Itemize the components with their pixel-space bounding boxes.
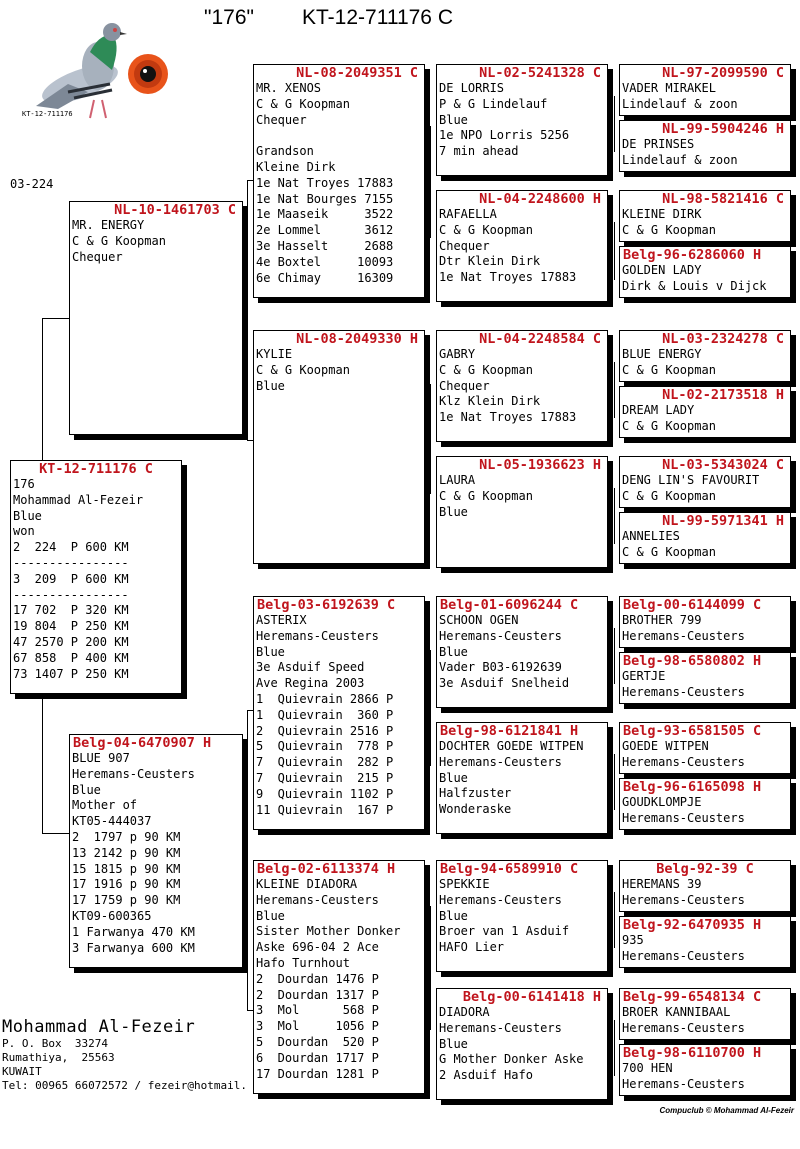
gggp-line: Lindelauf & zoon bbox=[622, 152, 738, 167]
subject-line: won bbox=[13, 524, 35, 539]
gggp-line: ANNELIES bbox=[622, 529, 680, 543]
dam-line: 15 1815 p 90 KM bbox=[72, 861, 181, 876]
gp-line: Grandson bbox=[256, 144, 314, 159]
dam-line: 13 2142 p 90 KM bbox=[72, 845, 181, 860]
side-code: 03-224 bbox=[10, 177, 54, 191]
subject-line: 67 858 P 400 KM bbox=[13, 650, 129, 665]
gp-line: 7 Quievrain 215 P bbox=[256, 770, 394, 785]
ggp-card[interactable] bbox=[436, 988, 608, 1100]
ggp-line: Blue bbox=[439, 112, 468, 127]
gp-line: 1 Quievrain 360 P bbox=[256, 707, 394, 722]
owner-address-line: KUWAIT bbox=[2, 1065, 42, 1078]
gggp-line: Heremans-Ceusters bbox=[622, 1020, 745, 1035]
gp-line: 3e Asduif Speed bbox=[256, 660, 365, 675]
ggp-ring: NL-05-1936623 H bbox=[479, 457, 601, 473]
gggp-line: GOEDE WITPEN bbox=[622, 739, 709, 753]
gggp-card[interactable] bbox=[619, 1044, 791, 1096]
pedigree-name: "176" bbox=[204, 6, 254, 29]
ggp-card[interactable] bbox=[436, 596, 608, 708]
ggp-line: RAFAELLA bbox=[439, 207, 497, 221]
gp-line: 3 Mol 568 P bbox=[256, 1003, 379, 1018]
gggp-line: BLUE ENERGY bbox=[622, 347, 702, 361]
gggp-line: Dirk & Louis v Dijck bbox=[622, 278, 767, 293]
ggp-line: Halfzuster bbox=[439, 786, 512, 801]
dam-line: 17 1759 p 90 KM bbox=[72, 893, 181, 908]
ggp-ring: Belg-01-6096244 C bbox=[440, 597, 579, 613]
ggp-line: Heremans-Ceusters bbox=[439, 892, 562, 907]
ggp-line: Blue bbox=[439, 1036, 468, 1051]
ggp-line: Dtr Klein Dirk bbox=[439, 254, 541, 269]
gggp-card[interactable] bbox=[619, 246, 791, 298]
sire-line: C & G Koopman bbox=[72, 233, 166, 248]
ggp-line: Blue bbox=[439, 504, 468, 519]
dam-line: Heremans-Ceusters bbox=[72, 766, 195, 781]
gggp-line: DE PRINSES bbox=[622, 137, 695, 151]
gggp-line: Heremans-Ceusters bbox=[622, 1076, 745, 1091]
gggp-card[interactable] bbox=[619, 778, 791, 830]
gggp-card[interactable] bbox=[619, 988, 791, 1040]
gp-line: C & G Koopman bbox=[256, 96, 350, 111]
ggp-line: Broer van 1 Asduif bbox=[439, 924, 570, 939]
gggp-line: Heremans-Ceusters bbox=[622, 684, 745, 699]
ggp-line: Blue bbox=[439, 644, 468, 659]
ggp-line: 7 min ahead bbox=[439, 144, 519, 159]
gggp-ring: Belg-93-6581505 C bbox=[623, 723, 762, 739]
grandsire-paternal-card[interactable] bbox=[253, 64, 425, 298]
gp-line: 2 Dourdan 1317 P bbox=[256, 987, 379, 1002]
ggp-line: HAFO Lier bbox=[439, 940, 505, 955]
gp-line: KYLIE bbox=[256, 347, 293, 361]
ggp-line: Blue bbox=[439, 770, 468, 785]
gggp-card[interactable] bbox=[619, 456, 791, 508]
gggp-line: C & G Koopman bbox=[622, 362, 716, 377]
dam-line: BLUE 907 bbox=[72, 751, 130, 765]
gggp-line: Heremans-Ceusters bbox=[622, 754, 745, 769]
ggp-ring: Belg-00-6141418 H bbox=[462, 989, 601, 1005]
gp-line: Chequer bbox=[256, 112, 307, 127]
subject-line: 73 1407 P 250 KM bbox=[13, 666, 129, 681]
granddam-maternal-card[interactable] bbox=[253, 860, 425, 1094]
subject-line: ---------------- bbox=[13, 555, 129, 570]
gggp-line: Heremans-Ceusters bbox=[622, 810, 745, 825]
photo-caption: KT-12-711176 bbox=[22, 110, 73, 118]
gggp-card[interactable] bbox=[619, 120, 791, 172]
grandsire-maternal-card[interactable] bbox=[253, 596, 425, 830]
gggp-line: C & G Koopman bbox=[622, 488, 716, 503]
gp-line: Heremans-Ceusters bbox=[256, 628, 379, 643]
ggp-line: DOCHTER GOEDE WITPEN bbox=[439, 739, 584, 753]
gp-line: 1e Nat Troyes 17883 bbox=[256, 175, 394, 190]
gggp-ring: Belg-92-39 C bbox=[656, 861, 754, 877]
gp-line: 11 Quievrain 167 P bbox=[256, 802, 394, 817]
gp-ring: NL-08-2049330 H bbox=[296, 331, 418, 347]
gggp-card[interactable] bbox=[619, 916, 791, 968]
ggp-line: DIADORA bbox=[439, 1005, 490, 1019]
dam-card[interactable] bbox=[69, 734, 243, 968]
gggp-card[interactable] bbox=[619, 596, 791, 648]
gggp-line: GERTJE bbox=[622, 669, 666, 683]
ggp-line: C & G Koopman bbox=[439, 362, 533, 377]
owner-block bbox=[2, 1017, 247, 1093]
ggp-card[interactable] bbox=[436, 330, 608, 442]
gp-line: Blue bbox=[256, 908, 285, 923]
gggp-line: BROTHER 799 bbox=[622, 613, 702, 627]
subject-line: 2 224 P 600 KM bbox=[13, 540, 129, 555]
gp-ring: NL-08-2049351 C bbox=[296, 65, 418, 81]
footer-credit: Compuclub © Mohammad Al-Fezeir bbox=[659, 1106, 794, 1115]
gggp-card[interactable] bbox=[619, 652, 791, 704]
ggp-line: Chequer bbox=[439, 378, 490, 393]
gggp-card[interactable] bbox=[619, 512, 791, 564]
dam-line: Mother of bbox=[72, 798, 138, 813]
ggp-line: C & G Koopman bbox=[439, 222, 533, 237]
gp-line: 6e Chimay 16309 bbox=[256, 270, 394, 285]
subject-line: Mohammad Al-Fezeir bbox=[13, 492, 144, 507]
gp-line: 2 Quievrain 2516 P bbox=[256, 723, 394, 738]
gggp-card[interactable] bbox=[619, 64, 791, 116]
sire-line: MR. ENERGY bbox=[72, 218, 145, 232]
ggp-card[interactable] bbox=[436, 456, 608, 568]
gggp-ring: NL-97-2099590 C bbox=[662, 65, 784, 81]
gggp-ring: NL-03-2324278 C bbox=[662, 331, 784, 347]
ggp-card[interactable] bbox=[436, 64, 608, 176]
sire-card[interactable] bbox=[69, 201, 243, 435]
gp-line: 17 Dourdan 1281 P bbox=[256, 1066, 379, 1081]
gp-line: 5 Dourdan 520 P bbox=[256, 1034, 379, 1049]
ggp-line: GABRY bbox=[439, 347, 476, 361]
gp-line: Aske 696-04 2 Ace bbox=[256, 940, 379, 955]
pigeon-eye-icon bbox=[126, 52, 170, 96]
gggp-line: GOUDKLOMPJE bbox=[622, 795, 702, 809]
subject-line: 176 bbox=[13, 477, 35, 491]
gp-line: Ave Regina 2003 bbox=[256, 676, 365, 691]
gggp-card[interactable] bbox=[619, 722, 791, 774]
ggp-ring: NL-04-2248600 H bbox=[479, 191, 601, 207]
gggp-line: KLEINE DIRK bbox=[622, 207, 702, 221]
gp-line: 3e Hasselt 2688 bbox=[256, 238, 394, 253]
dam-line: 1 Farwanya 470 KM bbox=[72, 924, 195, 939]
ggp-line: 1e Nat Troyes 17883 bbox=[439, 410, 577, 425]
gp-line: 2 Dourdan 1476 P bbox=[256, 971, 379, 986]
pedigree-ring: KT-12-711176 C bbox=[302, 6, 453, 29]
subject-line: 17 702 P 320 KM bbox=[13, 603, 129, 618]
gp-line: 1e Nat Bourges 7155 bbox=[256, 191, 394, 206]
gggp-ring: NL-02-2173518 H bbox=[662, 387, 784, 403]
dam-line: Blue bbox=[72, 782, 101, 797]
gggp-ring: Belg-98-6110700 H bbox=[623, 1045, 762, 1061]
gggp-line: 935 bbox=[622, 933, 644, 947]
dam-line: 17 1916 p 90 KM bbox=[72, 877, 181, 892]
gggp-card[interactable] bbox=[619, 190, 791, 242]
gggp-line: HEREMANS 39 bbox=[622, 877, 702, 891]
gggp-ring: NL-99-5971341 H bbox=[662, 513, 784, 529]
gggp-ring: Belg-00-6144099 C bbox=[623, 597, 762, 613]
ggp-line: Klz Klein Dirk bbox=[439, 394, 541, 409]
ggp-ring: Belg-98-6121841 H bbox=[440, 723, 579, 739]
gggp-ring: NL-98-5821416 C bbox=[662, 191, 784, 207]
ggp-ring: NL-02-5241328 C bbox=[479, 65, 601, 81]
gggp-ring: Belg-96-6286060 H bbox=[623, 247, 762, 263]
gggp-ring: Belg-99-6548134 C bbox=[623, 989, 762, 1005]
owner-name: Mohammad Al-Fezeir bbox=[2, 1017, 196, 1037]
sire-line: Chequer bbox=[72, 249, 123, 264]
ggp-line: 1e Nat Troyes 17883 bbox=[439, 270, 577, 285]
gggp-line: DREAM LADY bbox=[622, 403, 695, 417]
ggp-line: Heremans-Ceusters bbox=[439, 1020, 562, 1035]
gp-line: 4e Boxtel 10093 bbox=[256, 254, 394, 269]
gp-line: Sister Mother Donker bbox=[256, 924, 401, 939]
subject-line: Blue bbox=[13, 508, 42, 523]
gp-line: MR. XENOS bbox=[256, 81, 322, 95]
dam-line: KT09-600365 bbox=[72, 908, 152, 923]
subject-line: 3 209 P 600 KM bbox=[13, 571, 129, 586]
gggp-card[interactable] bbox=[619, 386, 791, 438]
gp-ring: Belg-03-6192639 C bbox=[257, 597, 396, 613]
sire-ring: NL-10-1461703 C bbox=[114, 202, 236, 218]
gggp-ring: NL-99-5904246 H bbox=[662, 121, 784, 137]
dam-line: KT05-444037 bbox=[72, 814, 152, 829]
gggp-line: GOLDEN LADY bbox=[622, 263, 702, 277]
gp-line: ASTERIX bbox=[256, 613, 307, 627]
gp-line: 6 Dourdan 1717 P bbox=[256, 1050, 379, 1065]
gggp-ring: Belg-98-6580802 H bbox=[623, 653, 762, 669]
gggp-line: BROER KANNIBAAL bbox=[622, 1005, 731, 1019]
gp-line: 1e Maaseik 3522 bbox=[256, 207, 394, 222]
ggp-line: 3e Asduif Snelheid bbox=[439, 676, 570, 691]
ggp-ring: NL-04-2248584 C bbox=[479, 331, 601, 347]
ggp-line: SPEKKIE bbox=[439, 877, 490, 891]
dam-line: 3 Farwanya 600 KM bbox=[72, 940, 195, 955]
gp-line: Blue bbox=[256, 644, 285, 659]
gp-line: 3 Mol 1056 P bbox=[256, 1019, 379, 1034]
subject-line: 47 2570 P 200 KM bbox=[13, 634, 129, 649]
gp-line: 1 Quievrain 2866 P bbox=[256, 691, 394, 706]
gggp-ring: Belg-92-6470935 H bbox=[623, 917, 762, 933]
gggp-line: C & G Koopman bbox=[622, 544, 716, 559]
owner-address-line: Rumathiya, 25563 bbox=[2, 1051, 115, 1064]
subject-line: 19 804 P 250 KM bbox=[13, 619, 129, 634]
dam-ring: Belg-04-6470907 H bbox=[73, 735, 212, 751]
gggp-line: DENG LIN'S FAVOURIT bbox=[622, 473, 760, 487]
gggp-line: Heremans-Ceusters bbox=[622, 628, 745, 643]
ggp-line: Wonderaske bbox=[439, 802, 512, 817]
gp-line: Kleine Dirk bbox=[256, 159, 336, 174]
gp-line: Hafo Turnhout bbox=[256, 955, 350, 970]
subject-card[interactable] bbox=[10, 460, 182, 694]
gp-line: 9 Quievrain 1102 P bbox=[256, 786, 394, 801]
ggp-line: Blue bbox=[439, 908, 468, 923]
gp-line: 7 Quievrain 282 P bbox=[256, 755, 394, 770]
gggp-line: Heremans-Ceusters bbox=[622, 948, 745, 963]
ggp-line: SCHOON OGEN bbox=[439, 613, 519, 627]
ggp-line: G Mother Donker Aske bbox=[439, 1052, 584, 1067]
gggp-card[interactable] bbox=[619, 330, 791, 382]
gp-line: C & G Koopman bbox=[256, 362, 350, 377]
gggp-line: C & G Koopman bbox=[622, 418, 716, 433]
ggp-card[interactable] bbox=[436, 722, 608, 834]
ggp-card[interactable] bbox=[436, 190, 608, 302]
gggp-line: C & G Koopman bbox=[622, 222, 716, 237]
gp-line: KLEINE DIADORA bbox=[256, 877, 358, 891]
subject-line: ---------------- bbox=[13, 587, 129, 602]
ggp-line: 2 Asduif Hafo bbox=[439, 1068, 533, 1083]
ggp-line: Vader B03-6192639 bbox=[439, 660, 562, 675]
gggp-ring: NL-03-5343024 C bbox=[662, 457, 784, 473]
gp-ring: Belg-02-6113374 H bbox=[257, 861, 396, 877]
ggp-line: C & G Koopman bbox=[439, 488, 533, 503]
gggp-card[interactable] bbox=[619, 860, 791, 912]
gp-line: 2e Lommel 3612 bbox=[256, 223, 394, 238]
ggp-line: DE LORRIS bbox=[439, 81, 505, 95]
ggp-line: LAURA bbox=[439, 473, 476, 487]
ggp-line: 1e NPO Lorris 5256 bbox=[439, 128, 570, 143]
ggp-line: P & G Lindelauf bbox=[439, 96, 548, 111]
owner-contact-line: Tel: 00965 66072572 / fezeir@hotmail. bbox=[2, 1079, 248, 1092]
subject-ring: KT-12-711176 C bbox=[39, 461, 153, 477]
gp-line bbox=[254, 128, 424, 144]
ggp-card[interactable] bbox=[436, 860, 608, 972]
owner-address-line: P. O. Box 33274 bbox=[2, 1037, 108, 1050]
gp-line: Blue bbox=[256, 378, 285, 393]
gggp-line: Heremans-Ceusters bbox=[622, 892, 745, 907]
granddam-paternal-card[interactable] bbox=[253, 330, 425, 564]
gggp-ring: Belg-96-6165098 H bbox=[623, 779, 762, 795]
ggp-ring: Belg-94-6589910 C bbox=[440, 861, 579, 877]
ggp-line: Chequer bbox=[439, 238, 490, 253]
dam-line: 2 1797 p 90 KM bbox=[72, 829, 181, 844]
ggp-line: Heremans-Ceusters bbox=[439, 628, 562, 643]
gggp-line: Lindelauf & zoon bbox=[622, 96, 738, 111]
gggp-line: VADER MIRAKEL bbox=[622, 81, 716, 95]
gp-line: 5 Quievrain 778 P bbox=[256, 739, 394, 754]
gggp-line: 700 HEN bbox=[622, 1061, 673, 1075]
gp-line: Heremans-Ceusters bbox=[256, 892, 379, 907]
ggp-line: Heremans-Ceusters bbox=[439, 754, 562, 769]
